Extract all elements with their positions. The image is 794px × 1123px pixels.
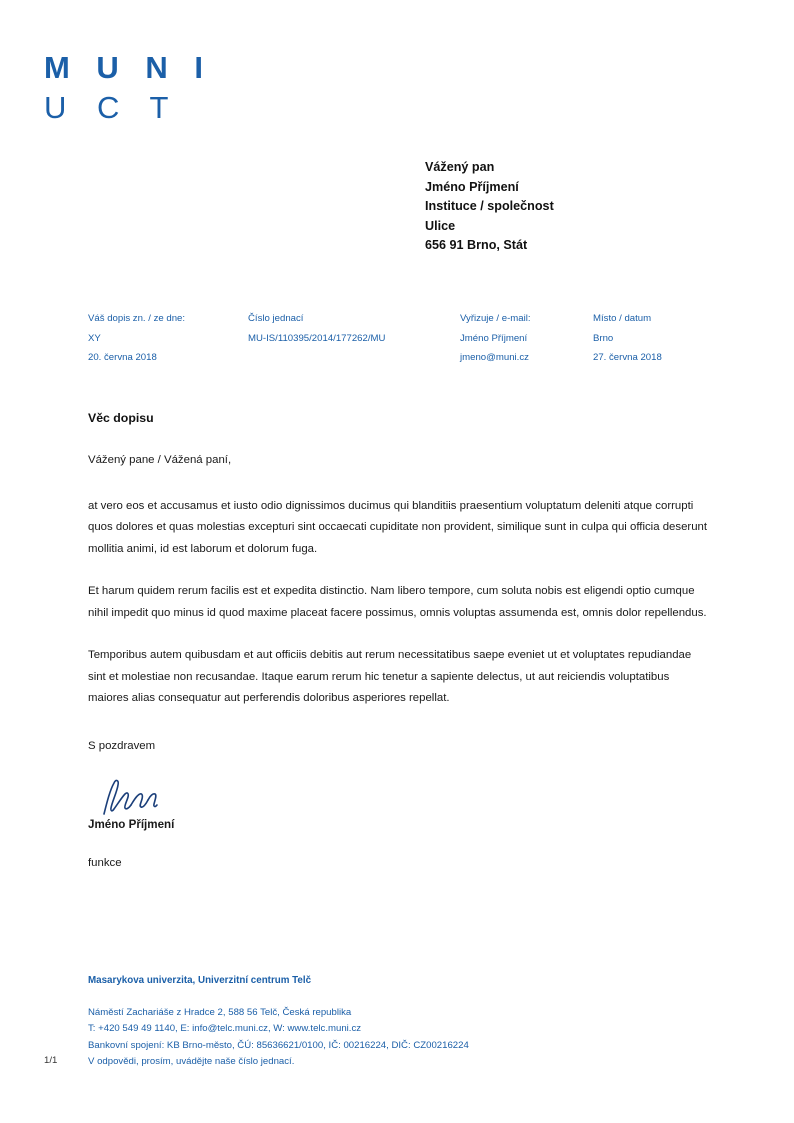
letter-paragraph-3: Temporibus autem quibusdam et aut officiis debitis aut rerum necessitatibus saepe eveniet ut et voluptates repudiandae sint et molestiae non recusandae. Itaque earum rerum hic tenetur a sapiente delectus, ut aut reiciendis voluptatibus maiores alias consequatur aut perferendis doloribus asperiores repellat. <box>88 649 692 704</box>
handwritten-signature-icon <box>98 778 710 816</box>
meta-value-handler-email: jmeno@muni.cz <box>460 352 529 363</box>
signature-role: funkce <box>88 857 122 869</box>
logo-line-uct: U C T <box>44 90 180 125</box>
page-number: 1/1 <box>44 1055 58 1066</box>
address-line-2: Jméno Příjmení <box>425 179 519 194</box>
reference-meta-row <box>88 312 708 370</box>
meta-header-your-reference: Váš dopis zn. / ze dne: <box>88 313 186 324</box>
meta-value-your-date: 20. června 2018 <box>88 352 157 363</box>
address-line-1: Vážený pan <box>425 160 495 174</box>
reference-meta-block <box>88 312 708 370</box>
page-footer <box>88 973 728 1071</box>
letter-body <box>88 450 710 893</box>
meta-value-handler-name: Jméno Příjmení <box>460 333 528 344</box>
address-line-5: 656 91 Brno, Stát <box>425 238 528 252</box>
meta-header-place-date: Místo / datum <box>593 313 652 324</box>
letter-paragraph-1: at vero eos et accusamus et iusto odio dignissimos ducimus qui blanditiis praesentium voluptatum deleniti atque corrupti quos dolores et quas molestias excepturi sint occaecati cupiditate non provident, similique sunt in culpa qui officia deserunt mollitia animi, id est laborum et dolorum fuga. <box>88 499 708 555</box>
meta-header-handled-by: Vyřizuje / e-mail: <box>460 313 531 324</box>
letter-subject: Věc dopisu <box>88 411 154 425</box>
meta-column-file-number <box>248 312 460 370</box>
meta-header-file-number: Číslo jednací <box>248 313 304 324</box>
meta-value-file-number: MU-IS/110395/2014/177262/MU <box>248 333 386 344</box>
letter-greeting: Vážený pane / Vážená paní, <box>88 454 232 466</box>
signature-name: Jméno Příjmení <box>88 818 175 831</box>
meta-value-place: Brno <box>593 333 614 344</box>
meta-value-your-reference: XY <box>88 333 101 344</box>
footer-notice-line: V odpovědi, prosím, uvádějte naše číslo jednací. <box>88 1056 295 1067</box>
letter-closing: S pozdravem <box>88 739 156 752</box>
footer-organization: Masarykova univerzita, Univerzitní centrum Telč <box>88 975 312 986</box>
meta-column-place-date <box>593 312 708 370</box>
footer-bank-line: Bankovní spojení: KB Brno-město, ČÚ: 85636621/0100, IČ: 00216224, DIČ: CZ00216224 <box>88 1039 469 1051</box>
letter-paragraph-2: Et harum quidem rerum facilis est et expedita distinctio. Nam libero tempore, cum soluta nobis est eligendi optio cumque nihil impedit quo minus id quod maxime placeat facere possimus, omnis voluptas assumenda est, omnis dolor repellendus. <box>88 585 707 619</box>
footer-address-line: Náměstí Zachariáše z Hradce 2, 588 56 Telč, Česká republika <box>88 1006 352 1018</box>
address-line-3: Instituce / společnost <box>425 199 554 213</box>
muni-uct-logo <box>44 52 212 123</box>
footer-contact-line: T: +420 549 49 1140, E: info@telc.muni.cz, W: www.telc.muni.cz <box>88 1023 362 1034</box>
address-line-4: Ulice <box>425 218 456 233</box>
meta-value-date: 27. června 2018 <box>593 352 662 363</box>
logo-line-muni: M U N I <box>44 50 213 85</box>
recipient-address-block <box>425 158 554 256</box>
meta-column-handled-by <box>460 312 593 370</box>
meta-column-your-reference <box>88 312 248 370</box>
